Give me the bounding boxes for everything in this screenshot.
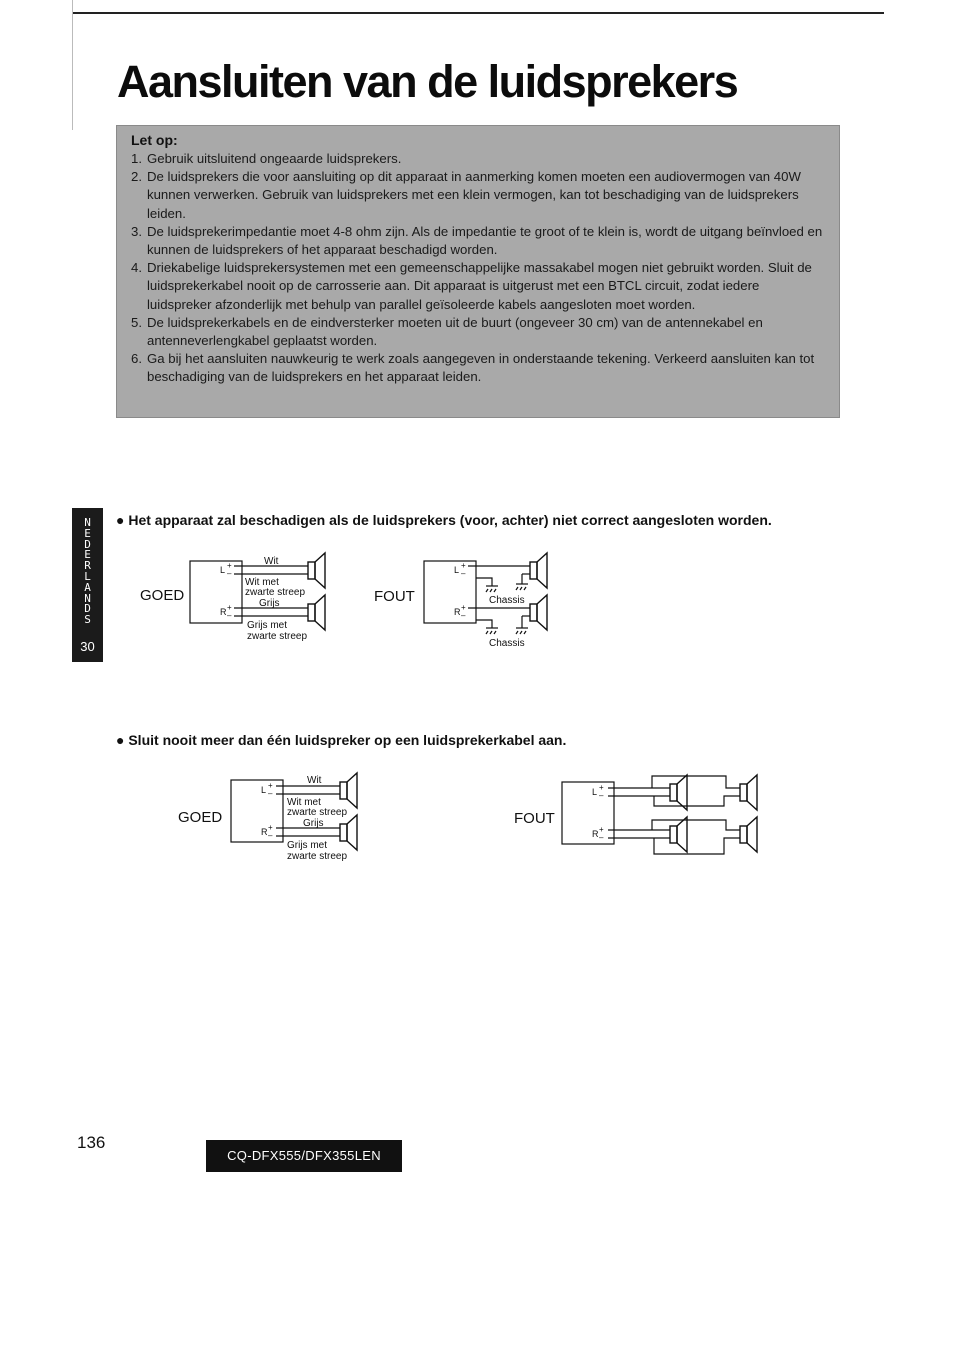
tab-letter: D bbox=[84, 602, 91, 616]
plus-symbol: + bbox=[268, 781, 273, 790]
wire-label: Wit bbox=[307, 775, 322, 786]
left-margin-rule bbox=[72, 0, 73, 130]
wire-label: zwarte streep bbox=[247, 631, 308, 642]
unit-box bbox=[562, 782, 614, 844]
plus-symbol: + bbox=[461, 561, 466, 570]
wire-label: zwarte streep bbox=[287, 807, 348, 818]
tab-letter: R bbox=[84, 559, 91, 573]
plus-symbol: + bbox=[599, 783, 604, 792]
channel-left-label: L bbox=[592, 787, 598, 797]
language-letters bbox=[72, 518, 103, 626]
wire-label: zwarte streep bbox=[287, 851, 348, 862]
tab-letter: D bbox=[84, 537, 91, 551]
item-number: 5. bbox=[131, 314, 142, 330]
minus-symbol: – bbox=[599, 791, 604, 800]
unit-box bbox=[190, 561, 242, 623]
item-number: 3. bbox=[131, 223, 142, 239]
caution-item bbox=[131, 314, 827, 350]
item-text: Driekabelige luidsprekersystemen met een gemeenschappelijke massakabel mogen niet gebruikt worden. Sluit de luidsprekerkabel nooit op de carrosserie aan. Dit apparaat is uitgerust met een BTCL circuit, zodat iedere luidspreker afzonderlijk met behulp van parallel geïsoleerde kabels aangesloten moet worden. bbox=[147, 260, 812, 312]
channel-right-label: R bbox=[592, 829, 599, 839]
caution-box bbox=[116, 125, 840, 418]
caution-item bbox=[131, 223, 827, 259]
diagram-correct-wiring-1 bbox=[138, 548, 338, 648]
unit-box bbox=[424, 561, 476, 623]
tab-letter: E bbox=[84, 526, 91, 540]
item-number: 6. bbox=[131, 351, 142, 367]
speaker-icon bbox=[530, 595, 547, 630]
speaker-icon bbox=[530, 553, 547, 588]
tab-letter: E bbox=[84, 548, 91, 562]
chassis-label: Chassis bbox=[489, 638, 525, 649]
chassis-label: Chassis bbox=[489, 595, 525, 606]
item-text: De luidsprekerimpedantie moet 4-8 ohm zijn. Als de impedantie te groot of te klein is, wordt de uitgang beïnvloed en kunnen de luidsprekers of het apparaat beschadigd worden. bbox=[147, 223, 823, 258]
page-number: 136 bbox=[77, 1133, 106, 1152]
caution-heading: Let op: bbox=[131, 132, 178, 148]
wire-label: Wit bbox=[264, 556, 279, 567]
tab-letter: S bbox=[84, 613, 91, 627]
plus-symbol: + bbox=[599, 825, 604, 834]
item-text: De luidsprekerkabels en de eindversterker moeten uit de buurt (ongeveer 30 cm) van de antennekabel en antenneverlengkabel geplaatst worden. bbox=[147, 314, 763, 349]
plus-symbol: + bbox=[268, 823, 273, 832]
diagram-wrong-wiring-1 bbox=[372, 548, 572, 653]
warning-bullet-one-speaker: ● Sluit nooit meer dan één luidspreker op een luidsprekerkabel aan. bbox=[116, 732, 567, 748]
minus-symbol: – bbox=[461, 569, 466, 578]
minus-symbol: – bbox=[268, 831, 273, 840]
plus-symbol: + bbox=[227, 603, 232, 612]
wire-label: Grijs met bbox=[247, 620, 287, 631]
minus-symbol: – bbox=[461, 611, 466, 620]
speaker-icon bbox=[308, 595, 325, 630]
wire-label: Grijs bbox=[303, 818, 324, 829]
plus-symbol: + bbox=[461, 603, 466, 612]
item-text: Ga bij het aansluiten nauwkeurig te werk zoals aangegeven in onderstaande tekening. Verkeerd aansluiten kan tot beschadiging van de luidsprekers en het apparaat leiden. bbox=[147, 351, 815, 385]
item-number: 4. bbox=[131, 260, 142, 276]
channel-right-label: R bbox=[454, 607, 461, 617]
tab-letter: L bbox=[84, 569, 91, 583]
channel-left-label: L bbox=[454, 565, 460, 575]
good-label: GOED bbox=[178, 809, 223, 826]
section-page-number: 30 bbox=[80, 639, 95, 654]
top-rule bbox=[72, 12, 884, 14]
caution-item bbox=[131, 259, 827, 314]
speaker-icon bbox=[670, 817, 687, 852]
diagram-wrong-wiring-2 bbox=[512, 768, 782, 864]
speaker-icon bbox=[308, 553, 325, 588]
item-text: De luidsprekers die voor aansluiting op dit apparaat in aanmerking komen moeten een audiovermogen van 40W kunnen verwerken. Gebruik van luidsprekers met een klein vermogen, kan tot beschadiging van de luidsprekers leiden. bbox=[147, 169, 801, 221]
minus-symbol: – bbox=[599, 833, 604, 842]
minus-symbol: – bbox=[227, 569, 232, 578]
channel-left-label: L bbox=[261, 785, 267, 795]
item-text: Gebruik uitsluitend ongeaarde luidsprekers. bbox=[147, 151, 402, 166]
model-number-badge: CQ-DFX555/DFX355LEN bbox=[206, 1140, 402, 1172]
caution-item bbox=[131, 168, 827, 223]
bad-label: FOUT bbox=[514, 810, 555, 827]
item-number: 1. bbox=[131, 151, 142, 166]
speaker-icon bbox=[740, 817, 757, 852]
wire-label: Wit met bbox=[287, 797, 321, 808]
wires bbox=[608, 776, 740, 854]
diagram-correct-wiring-2 bbox=[176, 770, 376, 870]
minus-symbol: – bbox=[227, 611, 232, 620]
item-number: 2. bbox=[131, 169, 142, 185]
language-side-tab bbox=[72, 508, 103, 662]
caution-item bbox=[131, 150, 827, 168]
channel-right-label: R bbox=[261, 827, 268, 837]
tab-letter: A bbox=[84, 580, 91, 594]
channel-right-label: R bbox=[220, 607, 227, 617]
wire-label: Grijs met bbox=[287, 840, 327, 851]
good-label: GOED bbox=[140, 587, 185, 604]
wire-label: Wit met bbox=[245, 577, 279, 588]
speaker-icon bbox=[340, 773, 357, 808]
page-title: Aansluiten van de luidsprekers bbox=[117, 56, 738, 107]
speaker-icon bbox=[340, 815, 357, 850]
speaker-icon bbox=[740, 775, 757, 810]
wire-label: Grijs bbox=[259, 598, 280, 609]
wire-label: zwarte streep bbox=[245, 587, 306, 598]
unit-box bbox=[231, 780, 283, 842]
tab-letter: N bbox=[84, 591, 91, 605]
warning-bullet-polarity: ● Het apparaat zal beschadigen als de luidsprekers (voor, achter) niet correct aangesloten worden. bbox=[116, 512, 772, 528]
caution-list bbox=[131, 150, 827, 387]
tab-letter: N bbox=[84, 516, 91, 529]
plus-symbol: + bbox=[227, 561, 232, 570]
minus-symbol: – bbox=[268, 789, 273, 798]
speaker-icon bbox=[670, 775, 687, 810]
channel-left-label: L bbox=[220, 565, 226, 575]
bad-label: FOUT bbox=[374, 588, 415, 605]
caution-item bbox=[131, 350, 827, 386]
